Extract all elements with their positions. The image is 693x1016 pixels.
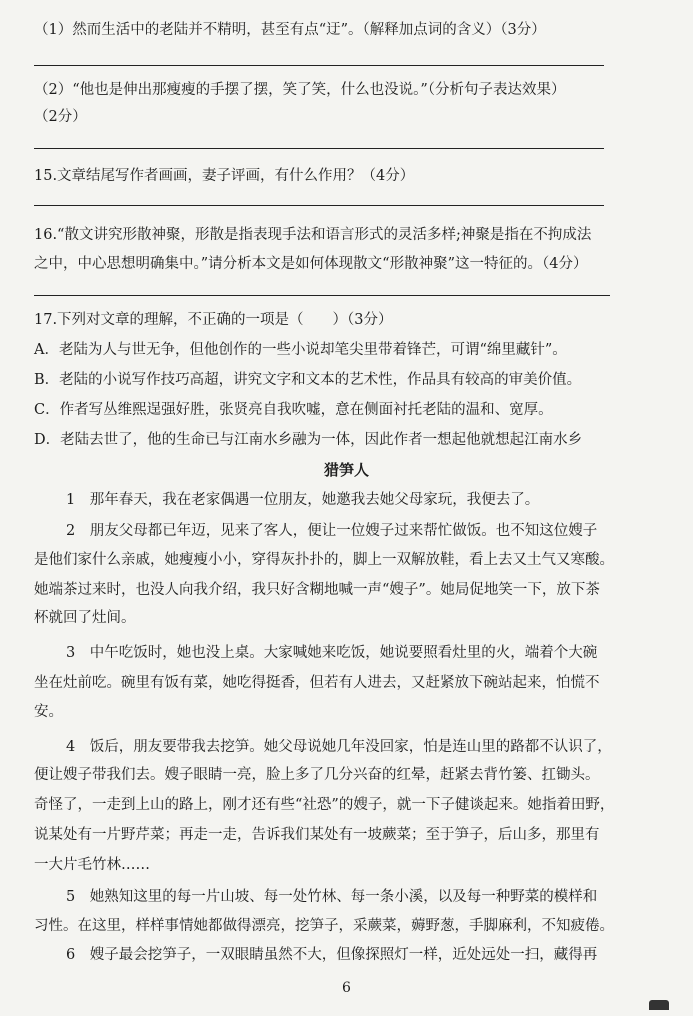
paragraph-3-line2: 坐在灶前吃。碗里有饭有菜，她吃得挺香，但若有人进去，又赶紧放下碗站起来，怕慌不	[34, 675, 600, 691]
paragraph-4-line2: 便让嫂子带我们去。嫂子眼睛一亮，脸上多了几分兴奋的红晕，赶紧去背竹篓、扛锄头。	[34, 767, 600, 783]
question-16-line2: 之中，中心思想明确集中。”请分析本文是如何体现散文“形散神聚”这一特征的。（4分）	[34, 256, 588, 272]
answer-line	[34, 295, 610, 296]
question-15: 15.文章结尾写作者画画，妻子评画，有什么作用？（4分）	[34, 168, 415, 184]
page-number: 6	[342, 980, 351, 996]
answer-line	[34, 148, 604, 149]
paragraph-2-line2: 是他们家什么亲戚，她瘦瘦小小，穿得灰扑扑的，脚上一双解放鞋，看上去又土气又寒酸。	[34, 552, 614, 568]
paragraph-4-line4: 说某处有一片野芹菜；再走一走，告诉我们某处有一坡蕨菜；至于笋子，后山多，那里有	[34, 827, 600, 843]
paragraph-3-line1: 3 中午吃饭时，她也没上桌。大家喊她来吃饭，她说要照看灶里的火，端着个大碗	[66, 645, 598, 661]
question-17: 17.下列对文章的理解，不正确的一项是（ ）（3分）	[34, 312, 393, 328]
paragraph-3-line3: 安。	[34, 704, 63, 720]
question-14-2-points: （2分）	[34, 109, 87, 125]
paragraph-6-line1: 6 嫂子最会挖笋子，一双眼睛虽然不大，但像探照灯一样，近处远处一扫，藏得再	[66, 947, 598, 963]
answer-line	[34, 65, 604, 66]
option-d: D．老陆去世了，他的生命已与江南水乡融为一体，因此作者一想起他就想起江南水乡	[34, 432, 583, 448]
paragraph-4-line5: 一大片毛竹林……	[34, 857, 150, 873]
passage-title: 猎笋人	[323, 461, 369, 479]
corner-mark	[649, 1000, 669, 1010]
paragraph-1: 1 那年春天，我在老家偶遇一位朋友，她邀我去她父母家玩，我便去了。	[66, 492, 540, 508]
question-14-2: （2）“他也是伸出那瘦瘦的手摆了摆，笑了笑，什么也没说。”（分析句子表达效果）	[34, 82, 566, 98]
question-14-1: （1）然而生活中的老陆并不精明，甚至有点“迂”。（解释加点词的含义）（3分）	[34, 22, 546, 38]
question-16-line1: 16.“散文讲究形散神聚，形散是指表现手法和语言形式的灵活多样;神聚是指在不拘成法	[34, 227, 592, 243]
paragraph-2-line4: 杯就回了灶间。	[34, 610, 136, 626]
option-b: B．老陆的小说写作技巧高超，讲究文字和文本的艺术性，作品具有较高的审美价值。	[34, 372, 582, 388]
paragraph-2-line3: 她端茶过来时，也没人向我介绍，我只好含糊地喊一声“嫂子”。她局促地笑一下，放下茶	[34, 582, 600, 598]
paragraph-4-line3: 奇怪了，一走到上山的路上，刚才还有些“社恐”的嫂子，就一下子健谈起来。她指着田野，	[34, 797, 615, 813]
paragraph-5-line2: 习性。在这里，样样事情她都做得漂亮，挖笋子，采蕨菜，薅野葱，手脚麻利，不知疲倦。	[34, 918, 614, 934]
answer-line	[34, 205, 604, 206]
paragraph-2-line1: 2 朋友父母都已年迈，见来了客人，便让一位嫂子过来帮忙做饭。也不知这位嫂子	[66, 523, 598, 539]
paragraph-4-line1: 4 饭后，朋友要带我去挖笋。她父母说她几年没回家，怕是连山里的路都不认识了，	[66, 739, 612, 755]
option-c: C．作者写丛维熙逞强好胜，张贤亮自我吹嘘，意在侧面衬托老陆的温和、宽厚。	[34, 402, 553, 418]
option-a: A．老陆为人与世无争，但他创作的一些小说却笔尖里带着锋芒，可谓“绵里藏针”。	[34, 342, 567, 358]
paragraph-5-line1: 5 她熟知这里的每一片山坡、每一处竹林、每一条小溪，以及每一种野菜的模样和	[66, 889, 598, 905]
